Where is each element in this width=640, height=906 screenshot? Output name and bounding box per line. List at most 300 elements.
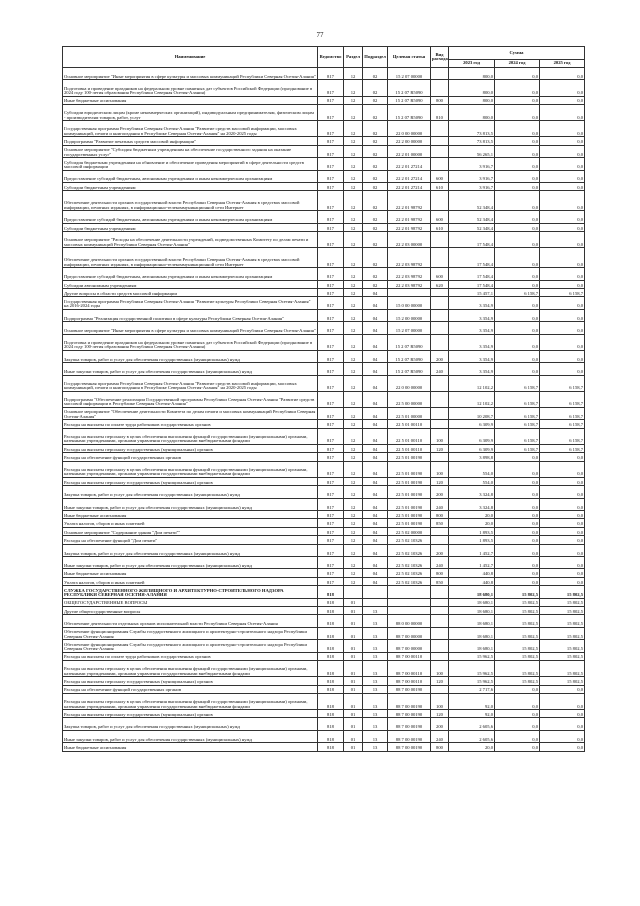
row-sum-2025: 15 802,5: [540, 677, 585, 685]
header-target: Целевая статья: [388, 47, 431, 68]
row-expense-type: [431, 598, 449, 606]
row-sum-2025: 15 802,5: [540, 660, 585, 676]
row-expense-type: [431, 685, 449, 693]
row-sum-2023: 800,0: [449, 104, 495, 120]
table-row: [63, 577, 585, 585]
row-sum-2023: 20,0: [449, 511, 495, 519]
row-department: 817: [318, 407, 344, 419]
row-target: 22 2 01 27214: [388, 158, 431, 170]
row-section: 12: [344, 511, 363, 519]
row-sum-2025: 0,0: [540, 121, 585, 137]
row-section: 12: [344, 191, 363, 211]
row-target: 88 7 00 00190: [388, 718, 431, 730]
row-sum-2023: 20,0: [449, 519, 495, 527]
row-section: 12: [344, 544, 363, 556]
row-sum-2025: 0,0: [540, 334, 585, 350]
row-sum-2025: 0,0: [540, 461, 585, 477]
row-expense-type: [431, 640, 449, 652]
row-name: Другие вопросы в области средств массовой информации: [63, 289, 318, 297]
row-expense-type: 240: [431, 730, 449, 742]
row-target: 88 7 00 00110: [388, 660, 431, 676]
row-section: 12: [344, 268, 363, 280]
row-expense-type: [431, 68, 449, 80]
row-expense-type: 200: [431, 718, 449, 730]
table-row: [63, 453, 585, 461]
row-section: 01: [344, 615, 363, 627]
row-section: 12: [344, 158, 363, 170]
row-subsection: 13: [363, 677, 388, 685]
row-expense-type: 800: [431, 96, 449, 104]
row-sum-2024: 0,0: [495, 248, 540, 268]
row-sum-2023: 52 348,4: [449, 223, 495, 231]
table-row: [63, 598, 585, 606]
row-subsection: 04: [363, 544, 388, 556]
row-department: 818: [318, 598, 344, 606]
row-section: 12: [344, 322, 363, 334]
row-sum-2023: 800,0: [449, 96, 495, 104]
header-department: Ведомство: [318, 47, 344, 68]
row-department: 817: [318, 569, 344, 577]
row-section: 12: [344, 96, 363, 104]
row-name: Основное мероприятие "Иные мероприятия в сфере культуры и массовых коммуникаций Республики Северная Осетия-Алания": [63, 68, 318, 80]
row-target: 15 2 07 R5090: [388, 350, 431, 362]
row-name: Расходы на выплаты персоналу в целях обеспечения выполнения функций государственными (муниципальными) органами, казенными учреждениями, органами управления государственными внебюджетными фондами: [63, 693, 318, 709]
row-sum-2023: 6 309,9: [449, 428, 495, 444]
row-expense-type: 120: [431, 444, 449, 452]
row-sum-2025: 0,0: [540, 80, 585, 96]
row-sum-2024: 0,0: [495, 211, 540, 223]
row-subsection: 02: [363, 158, 388, 170]
row-name: Основное мероприятие "Расходы на обеспечение деятельности учреждений, подведомственных Комитету по делам печати и массовых коммуникаций Республики Северная Осетия-Алания": [63, 232, 318, 248]
row-expense-type: 620: [431, 280, 449, 288]
row-section: 12: [344, 477, 363, 485]
row-sum-2025: 0,0: [540, 718, 585, 730]
row-expense-type: 600: [431, 170, 449, 182]
row-sum-2025: 6 158,7: [540, 375, 585, 391]
row-name: Расходы на обеспечение функций государственных органов: [63, 685, 318, 693]
row-expense-type: 100: [431, 428, 449, 444]
row-target: 88 0 00 00000: [388, 615, 431, 627]
row-sum-2025: 0,0: [540, 170, 585, 182]
row-sum-2023: 92,0: [449, 710, 495, 718]
table-row: [63, 461, 585, 477]
row-department: 817: [318, 223, 344, 231]
row-sum-2023: 18 680,1: [449, 586, 495, 598]
row-name: Подготовка и проведение праздников на федеральном уровне памятных дат субъектов Российской Федерации (празднование в 2024 году 100-летия образования Республики Северная Осетия-Алания): [63, 80, 318, 96]
table-row: [63, 96, 585, 104]
row-sum-2025: 0,0: [540, 557, 585, 569]
row-sum-2025: 0,0: [540, 453, 585, 461]
row-target: 22 2 01 98792: [388, 191, 431, 211]
row-section: 01: [344, 677, 363, 685]
row-expense-type: 600: [431, 268, 449, 280]
row-subsection: 04: [363, 444, 388, 452]
row-department: 817: [318, 519, 344, 527]
row-subsection: 04: [363, 511, 388, 519]
row-target: 22 5 02 00000: [388, 527, 431, 535]
row-subsection: 04: [363, 322, 388, 334]
row-sum-2025: 0,0: [540, 211, 585, 223]
row-subsection: 02: [363, 191, 388, 211]
row-expense-type: 800: [431, 569, 449, 577]
table-row: [63, 145, 585, 157]
row-sum-2024: 15 802,5: [495, 660, 540, 676]
row-name: Закупка товаров, работ и услуг для обеспечения государственных (муниципальных) нужд: [63, 718, 318, 730]
row-expense-type: 100: [431, 660, 449, 676]
row-sum-2025: 0,0: [540, 350, 585, 362]
row-section: 12: [344, 519, 363, 527]
row-department: 817: [318, 191, 344, 211]
row-target: 88 7 00 00190: [388, 710, 431, 718]
row-sum-2025: 15 802,5: [540, 586, 585, 598]
row-sum-2025: 0,0: [540, 137, 585, 145]
row-department: 817: [318, 477, 344, 485]
row-sum-2024: 0,0: [495, 182, 540, 190]
row-sum-2025: 15 802,5: [540, 627, 585, 639]
row-sum-2024: 0,0: [495, 511, 540, 519]
row-sum-2024: 0,0: [495, 232, 540, 248]
row-name: Расходы на выплаты персоналу государственных (муниципальных) органов: [63, 710, 318, 718]
row-subsection: 04: [363, 391, 388, 407]
row-sum-2024: 15 802,5: [495, 615, 540, 627]
row-name: Обеспечение деятельности органов государственной власти Республики Северная Осетия-Алания в средствах массовой информации, печатных изданиях, в информационно-телекоммуникационной сети Интернет: [63, 248, 318, 268]
row-department: 817: [318, 232, 344, 248]
row-sum-2025: 0,0: [540, 685, 585, 693]
table-row: [63, 268, 585, 280]
row-department: 817: [318, 248, 344, 268]
row-sum-2024: 0,0: [495, 693, 540, 709]
row-sum-2025: 0,0: [540, 693, 585, 709]
row-sum-2024: 0,0: [495, 685, 540, 693]
row-sum-2024: 6 158,7: [495, 420, 540, 428]
row-name: Субсидии бюджетным учреждениям: [63, 182, 318, 190]
table-row: [63, 660, 585, 676]
row-subsection: 04: [363, 297, 388, 309]
row-name: СЛУЖБА ГОСУДАРСТВЕННОГО ЖИЛИЩНОГО И АРХИТЕКТУРНО-СТРОИТЕЛЬНОГО НАДЗОРА РЕСПУБЛИКИ СЕВЕРНАЯ ОСЕТИЯ-АЛАНИЯ: [63, 586, 318, 598]
row-target: 22 2 01 27214: [388, 170, 431, 182]
row-target: 22 2 01 27214: [388, 182, 431, 190]
row-sum-2025: 0,0: [540, 232, 585, 248]
table-row: [63, 191, 585, 211]
row-sum-2023: 3 354,9: [449, 322, 495, 334]
row-name: Расходы на обеспечение функций "Дом печати": [63, 536, 318, 544]
row-department: 817: [318, 280, 344, 288]
row-sum-2024: 0,0: [495, 710, 540, 718]
row-sum-2023: 1 452,7: [449, 557, 495, 569]
page-number: 77: [316, 31, 324, 39]
row-department: 818: [318, 606, 344, 614]
row-subsection: 04: [363, 577, 388, 585]
row-sum-2024: 0,0: [495, 68, 540, 80]
row-sum-2023: 17 548,4: [449, 232, 495, 248]
row-section: 12: [344, 80, 363, 96]
row-section: 12: [344, 182, 363, 190]
row-department: 817: [318, 577, 344, 585]
row-sum-2024: 15 802,5: [495, 677, 540, 685]
row-sum-2024: 6 158,7: [495, 375, 540, 391]
table-body: [63, 68, 585, 752]
row-department: 818: [318, 615, 344, 627]
row-sum-2023: 92,0: [449, 693, 495, 709]
row-sum-2023: 3 354,9: [449, 363, 495, 375]
row-section: 12: [344, 569, 363, 577]
row-expense-type: [431, 121, 449, 137]
table-row: [63, 137, 585, 145]
row-department: 817: [318, 544, 344, 556]
row-sum-2025: 0,0: [540, 730, 585, 742]
table-row: [63, 527, 585, 535]
table-row: [63, 322, 585, 334]
row-expense-type: 200: [431, 486, 449, 498]
row-sum-2023: 2 605,6: [449, 730, 495, 742]
row-target: [388, 606, 431, 614]
table-row: [63, 170, 585, 182]
row-sum-2023: 3 916,7: [449, 158, 495, 170]
row-sum-2024: 15 802,5: [495, 598, 540, 606]
row-sum-2024: 15 802,5: [495, 586, 540, 598]
row-sum-2024: 0,0: [495, 309, 540, 321]
row-sum-2025: 0,0: [540, 68, 585, 80]
row-target: 15 2 07 R5090: [388, 80, 431, 96]
row-sum-2025: 6 158,7: [540, 428, 585, 444]
table-row: [63, 420, 585, 428]
row-sum-2024: 15 802,5: [495, 652, 540, 660]
row-sum-2025: 0,0: [540, 519, 585, 527]
row-name: Субсидии бюджетным учреждениям: [63, 223, 318, 231]
row-subsection: 13: [363, 710, 388, 718]
table-row: [63, 557, 585, 569]
row-target: 22 5 02 10326: [388, 577, 431, 585]
row-section: 12: [344, 248, 363, 268]
row-department: 817: [318, 391, 344, 407]
row-sum-2023: 1 893,5: [449, 536, 495, 544]
row-expense-type: 120: [431, 677, 449, 685]
row-section: 01: [344, 660, 363, 676]
row-target: [388, 598, 431, 606]
row-name: Расходы на выплаты персоналу государственных (муниципальных) органов: [63, 477, 318, 485]
row-department: 818: [318, 652, 344, 660]
table-row: [63, 693, 585, 709]
row-name: Расходы на выплаты персоналу в целях обеспечения выполнения функций государственными (муниципальными) органами, казенными учреждениями, органами управления государственными внебюджетными фондами: [63, 428, 318, 444]
row-subsection: 02: [363, 137, 388, 145]
header-year-2023: 2023 год: [449, 60, 495, 68]
row-department: 817: [318, 461, 344, 477]
row-target: 22 5 01 00110: [388, 428, 431, 444]
row-sum-2024: 0,0: [495, 297, 540, 309]
row-sum-2025: 0,0: [540, 511, 585, 519]
table-row: [63, 730, 585, 742]
row-expense-type: [431, 407, 449, 419]
row-department: 817: [318, 121, 344, 137]
row-sum-2023: 3 898,8: [449, 453, 495, 461]
row-subsection: 02: [363, 248, 388, 268]
row-name: Субсидия бюджетным учреждениям на обновление и обеспечение проведения мероприятий в сфере деятельности средств массовой информации: [63, 158, 318, 170]
row-subsection: 04: [363, 477, 388, 485]
row-department: 817: [318, 170, 344, 182]
row-target: 22 2 01 00000: [388, 145, 431, 157]
row-sum-2025: 0,0: [540, 527, 585, 535]
row-department: 817: [318, 428, 344, 444]
row-sum-2025: 0,0: [540, 322, 585, 334]
table-row: [63, 350, 585, 362]
row-sum-2023: 20,0: [449, 743, 495, 751]
row-department: 817: [318, 297, 344, 309]
row-section: 12: [344, 407, 363, 419]
row-name: Подготовка и проведение праздников на федеральном уровне памятных дат субъектов Российской Федерации (празднование в 2024 году 100-летия образования Республики Северная Осетия-Алания): [63, 334, 318, 350]
row-sum-2025: 0,0: [540, 158, 585, 170]
table-row: [63, 121, 585, 137]
row-target: 15 0 00 00000: [388, 297, 431, 309]
row-target: 22 2 03 98792: [388, 248, 431, 268]
row-subsection: [363, 586, 388, 598]
row-target: 22 2 03 98792: [388, 268, 431, 280]
row-name: Обеспечение функционирования Службы государственного жилищного и архитектурно-строительного надзора Республики Северная Осетия-Алания: [63, 627, 318, 639]
table-row: [63, 615, 585, 627]
row-sum-2024: 0,0: [495, 461, 540, 477]
row-department: 817: [318, 350, 344, 362]
table-row: [63, 486, 585, 498]
row-target: 22 5 01 00110: [388, 444, 431, 452]
row-expense-type: 800: [431, 743, 449, 751]
row-department: 817: [318, 289, 344, 297]
row-subsection: 04: [363, 569, 388, 577]
table-row: [63, 391, 585, 407]
row-expense-type: [431, 145, 449, 157]
row-sum-2025: 0,0: [540, 544, 585, 556]
row-sum-2024: 0,0: [495, 363, 540, 375]
row-sum-2024: 0,0: [495, 191, 540, 211]
row-expense-type: 120: [431, 477, 449, 485]
row-sum-2025: 0,0: [540, 182, 585, 190]
row-expense-type: [431, 375, 449, 391]
row-sum-2025: 0,0: [540, 498, 585, 510]
table-row: [63, 586, 585, 598]
row-section: 12: [344, 104, 363, 120]
row-subsection: 04: [363, 527, 388, 535]
row-sum-2023: 10 208,7: [449, 407, 495, 419]
row-expense-type: 850: [431, 577, 449, 585]
row-sum-2024: 6 158,7: [495, 428, 540, 444]
row-expense-type: 200: [431, 544, 449, 556]
table-row: [63, 685, 585, 693]
row-target: 22 2 03 00000: [388, 232, 431, 248]
row-section: 12: [344, 121, 363, 137]
row-name: Расходы на выплаты персоналу государственных (муниципальных) органов: [63, 677, 318, 685]
row-expense-type: [431, 137, 449, 145]
row-sum-2024: 0,0: [495, 498, 540, 510]
row-subsection: 13: [363, 685, 388, 693]
row-subsection: [363, 598, 388, 606]
row-sum-2024: 0,0: [495, 80, 540, 96]
row-sum-2025: 0,0: [540, 577, 585, 585]
row-name: Расходы на выплаты персоналу в целях обеспечения выполнения функций государственными (муниципальными) органами, казенными учреждениями, органами управления государственными внебюджетными фондами: [63, 461, 318, 477]
header-section: Раздел: [344, 47, 363, 68]
row-department: 817: [318, 420, 344, 428]
row-target: 15 2 07 R5090: [388, 334, 431, 350]
row-sum-2023: 3 354,9: [449, 297, 495, 309]
row-name: Закупка товаров, работ и услуг для обеспечения государственных (муниципальных) нужд: [63, 350, 318, 362]
row-expense-type: [431, 615, 449, 627]
table-row: [63, 519, 585, 527]
row-sum-2023: 52 348,4: [449, 211, 495, 223]
row-expense-type: [431, 80, 449, 96]
row-target: 15 2 00 00000: [388, 309, 431, 321]
row-sum-2025: 6 158,7: [540, 420, 585, 428]
table-row: [63, 743, 585, 751]
row-sum-2024: 0,0: [495, 557, 540, 569]
row-department: 817: [318, 96, 344, 104]
row-sum-2025: 6 158,7: [540, 391, 585, 407]
row-expense-type: [431, 391, 449, 407]
row-expense-type: 100: [431, 461, 449, 477]
row-sum-2023: 73 813,5: [449, 137, 495, 145]
row-sum-2024: 0,0: [495, 718, 540, 730]
row-name: Подпрограмма "Развитие печатных средств массовой информации": [63, 137, 318, 145]
row-expense-type: [431, 248, 449, 268]
row-target: 22 0 00 00000: [388, 121, 431, 137]
row-target: 22 5 02 10326: [388, 569, 431, 577]
row-sum-2025: 0,0: [540, 223, 585, 231]
row-department: 817: [318, 527, 344, 535]
row-sum-2023: 3 324,8: [449, 498, 495, 510]
row-sum-2024: 0,0: [495, 145, 540, 157]
row-target: 22 5 01 00000: [388, 407, 431, 419]
table-row: [63, 718, 585, 730]
row-sum-2024: 0,0: [495, 730, 540, 742]
row-sum-2025: 0,0: [540, 710, 585, 718]
row-name: Государственная программа Республики Северная Осетия-Алания "Развитие культуры Республики Северная Осетия-Алания" на 2016-2024 годы: [63, 297, 318, 309]
row-sum-2024: 0,0: [495, 280, 540, 288]
row-expense-type: [431, 652, 449, 660]
row-subsection: 04: [363, 420, 388, 428]
row-sum-2023: 12 102,2: [449, 391, 495, 407]
row-section: 01: [344, 710, 363, 718]
row-department: 818: [318, 730, 344, 742]
row-subsection: 04: [363, 289, 388, 297]
row-name: Предоставление субсидий бюджетным, автономным учреждениям и иным некоммерческим организациям: [63, 268, 318, 280]
row-sum-2024: 0,0: [495, 486, 540, 498]
row-name: Закупка товаров, работ и услуг для обеспечения государственных (муниципальных) нужд: [63, 544, 318, 556]
row-sum-2024: 0,0: [495, 170, 540, 182]
row-department: 817: [318, 309, 344, 321]
row-sum-2023: 18 680,1: [449, 598, 495, 606]
row-sum-2025: 15 802,5: [540, 598, 585, 606]
row-expense-type: 600: [431, 211, 449, 223]
row-subsection: 02: [363, 145, 388, 157]
table-row: [63, 211, 585, 223]
row-section: 01: [344, 640, 363, 652]
row-sum-2023: 554,0: [449, 477, 495, 485]
row-sum-2024: 0,0: [495, 268, 540, 280]
table-row: [63, 710, 585, 718]
row-target: 22 2 01 98792: [388, 211, 431, 223]
row-name: Основное мероприятие "Иные мероприятия в сфере культуры и массовых коммуникаций Республики Северная Осетия-Алания": [63, 322, 318, 334]
row-target: 22 2 01 98792: [388, 223, 431, 231]
row-target: 22 5 01 00190: [388, 519, 431, 527]
row-target: 88 7 00 00110: [388, 652, 431, 660]
row-name: Закупка товаров, работ и услуг для обеспечения государственных (муниципальных) нужд: [63, 486, 318, 498]
table-row: [63, 104, 585, 120]
row-sum-2025: 15 802,5: [540, 606, 585, 614]
row-section: 12: [344, 453, 363, 461]
row-subsection: 02: [363, 96, 388, 104]
row-expense-type: [431, 191, 449, 211]
row-sum-2023: 3 324,8: [449, 486, 495, 498]
row-expense-type: 200: [431, 350, 449, 362]
row-department: 817: [318, 486, 344, 498]
budget-table: [62, 46, 585, 752]
row-name: Другие общегосударственные вопросы: [63, 606, 318, 614]
